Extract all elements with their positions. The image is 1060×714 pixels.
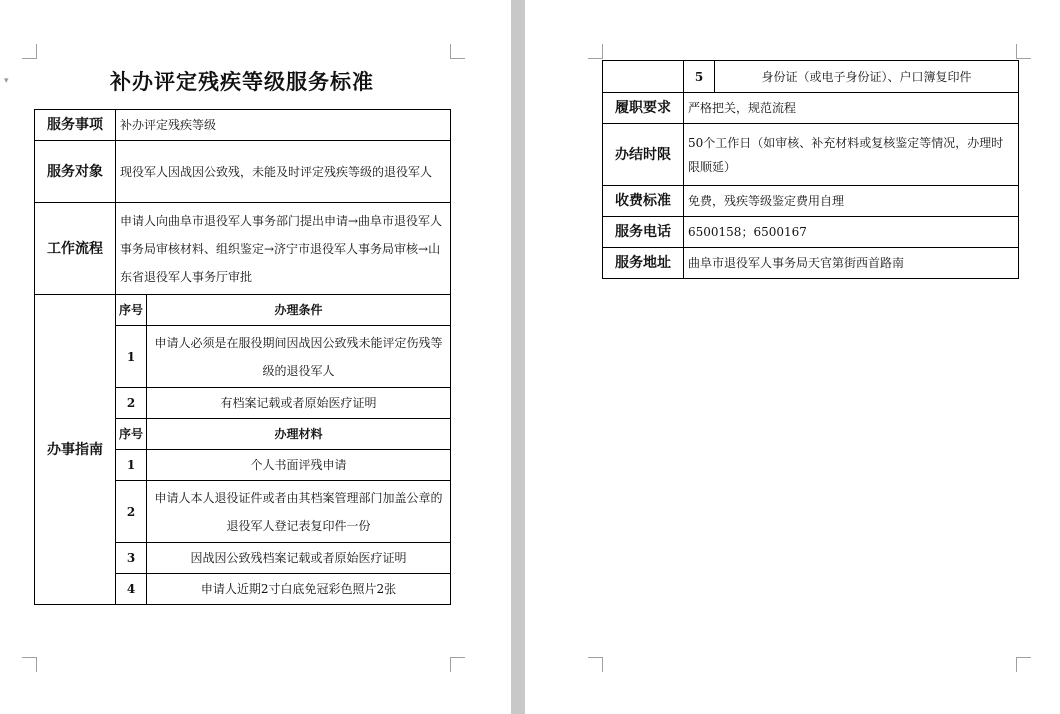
material-text: 因战因公致残档案记载或者原始医疗证明: [147, 543, 451, 574]
crop-mark: [22, 657, 37, 672]
service-standard-table: [34, 109, 451, 605]
service-target-label: 服务对象: [35, 141, 116, 203]
table-row: [603, 124, 1019, 186]
table-row: [603, 248, 1019, 279]
fee-value: 免费，残疾等级鉴定费用自理: [684, 186, 1019, 217]
phone-value: 6500158；6500167: [684, 217, 1019, 248]
conditions-seq-header: 序号: [116, 295, 147, 326]
page-left: [0, 0, 511, 714]
crop-mark: [450, 657, 465, 672]
table-row: [35, 295, 451, 326]
document-title: 补办评定残疾等级服务标准: [110, 69, 374, 94]
materials-header: 办理材料: [147, 419, 451, 450]
crop-mark: [1016, 44, 1031, 59]
time-limit-label: 办结时限: [603, 124, 684, 186]
condition-no: 1: [116, 326, 147, 388]
material-no: 3: [116, 543, 147, 574]
table-row: [603, 61, 1019, 93]
crop-mark: [450, 44, 465, 59]
service-standard-table-continued: [602, 60, 1019, 279]
conditions-header: 办理条件: [147, 295, 451, 326]
material-text: 个人书面评残申请: [147, 450, 451, 481]
condition-text: 有档案记载或者原始医疗证明: [147, 388, 451, 419]
table-row: [603, 93, 1019, 124]
material-no: 1: [116, 450, 147, 481]
duty-value: 严格把关，规范流程: [684, 93, 1019, 124]
workflow-value: 申请人向曲阜市退役军人事务部门提出申请→曲阜市退役军人事务局审核材料、组织鉴定→济宁市退役军人事务局审核→山东省退役军人事务厅审批: [116, 203, 451, 295]
workflow-label: 工作流程: [35, 203, 116, 295]
crop-mark: [1016, 657, 1031, 672]
table-row: [35, 110, 451, 141]
materials-seq-header: 序号: [116, 419, 147, 450]
material-no: 4: [116, 574, 147, 605]
crop-mark: [588, 44, 603, 59]
page-gutter: [511, 0, 525, 714]
material-no: 5: [684, 61, 715, 93]
material-text: 申请人近期2寸白底免冠彩色照片2张: [147, 574, 451, 605]
crop-mark: [22, 44, 37, 59]
table-row: [603, 186, 1019, 217]
crop-mark: [588, 657, 603, 672]
service-target-value: 现役军人因战因公致残，未能及时评定残疾等级的退役军人: [116, 141, 451, 203]
empty-cell: [603, 61, 684, 93]
paragraph-marker-icon: ▾: [4, 76, 9, 86]
condition-text: 申请人必须是在服役期间因战因公致残未能评定伤残等级的退役军人: [147, 326, 451, 388]
material-text: 身份证（或电子身份证）、户口簿复印件: [715, 61, 1019, 93]
time-limit-value: 50个工作日（如审核、补充材料或复核鉴定等情况，办理时限顺延）: [684, 124, 1019, 186]
condition-no: 2: [116, 388, 147, 419]
phone-label: 服务电话: [603, 217, 684, 248]
table-row: [603, 217, 1019, 248]
address-value: 曲阜市退役军人事务局天官第街西首路南: [684, 248, 1019, 279]
table-row: [35, 203, 451, 295]
material-no: 2: [116, 481, 147, 543]
material-text: 申请人本人退役证件或者由其档案管理部门加盖公章的退役军人登记表复印件一份: [147, 481, 451, 543]
service-item-value: 补办评定残疾等级: [116, 110, 451, 141]
table-row: [35, 141, 451, 203]
address-label: 服务地址: [603, 248, 684, 279]
duty-label: 履职要求: [603, 93, 684, 124]
fee-label: 收费标准: [603, 186, 684, 217]
service-item-label: 服务事项: [35, 110, 116, 141]
guide-label: 办事指南: [35, 295, 116, 605]
